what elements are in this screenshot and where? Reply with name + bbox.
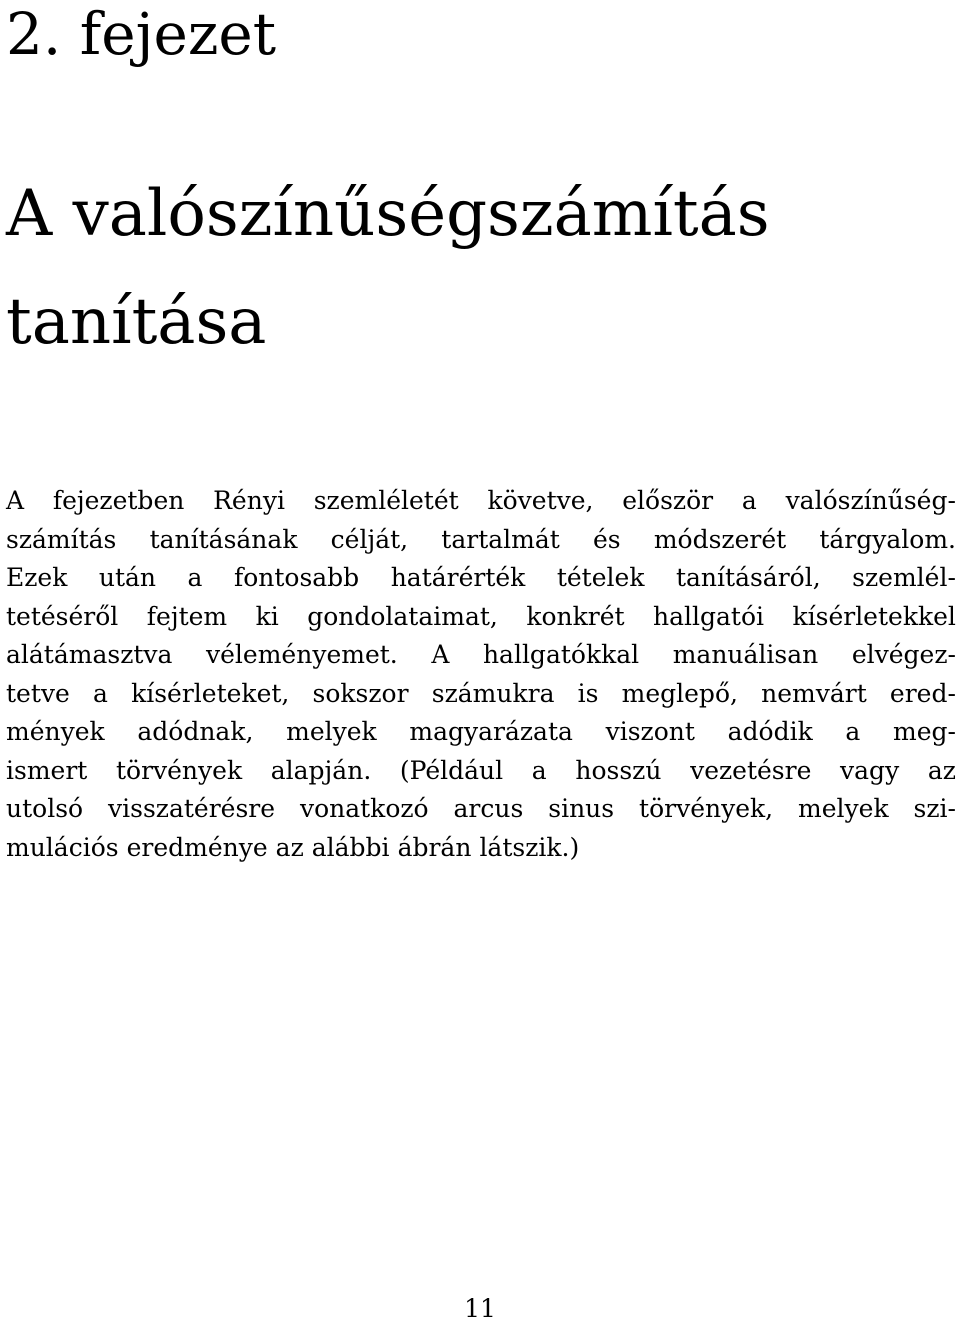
paragraph-line [6,752,956,791]
word: eredménye [126,832,268,862]
word: utolsó [6,794,84,823]
word: konkrét [526,601,625,631]
word: tetve [6,678,70,708]
word: hallgatókkal [482,640,640,669]
word: a [845,717,861,746]
word: viszont [605,717,695,746]
word: ábrán [397,832,472,862]
word: Rényi [213,486,285,515]
word: tételek [556,563,645,592]
word: célját, [330,524,409,554]
word: valószínűség- [785,486,956,515]
word: tartalmát [441,524,560,554]
word: arcus [453,794,524,823]
word: kísérletekkel [792,601,956,631]
word: sinus [548,794,615,823]
word: a [741,486,757,515]
chapter-title-line-1: A valószínűségszámítás [6,177,770,251]
word: alátámasztva [6,640,173,669]
word: számukra [431,678,555,708]
word: melyek [798,794,889,823]
word: hosszú [575,755,662,785]
word: adódnak, [137,717,254,746]
paragraph-line [6,829,956,868]
paragraph-line [6,482,956,521]
word: véleményemet. [206,640,398,669]
word: az [275,832,304,862]
word: gondolataimat, [307,601,498,631]
word: nemvárt [761,678,867,708]
word: alapján. [270,755,372,785]
word: szi- [913,794,956,823]
word: mények [6,717,105,746]
word: meg- [893,717,956,746]
page-number: 11 [464,1294,496,1323]
word: ismert [6,755,88,785]
chapter-label: 2. fejezet [6,0,277,68]
word: A [431,640,450,669]
word: követve, [487,486,594,515]
word: is [577,678,599,708]
word: magyarázata [409,717,573,746]
paragraph-line [6,636,956,675]
word: manuálisan [672,640,819,669]
word: adódik [727,717,813,746]
word: ered- [889,678,956,708]
word: tanításáról, [675,563,821,592]
word: fontosabb [233,563,360,592]
word: szemléletét [313,486,459,515]
paragraph-line [6,598,956,637]
word: vezetésre [690,755,812,785]
word: a [92,678,108,708]
word: A [6,486,25,515]
word: látszik.) [479,832,580,862]
paragraph-line [6,713,956,752]
body-paragraph [6,482,956,867]
word: először [622,486,714,515]
chapter-title-line-2: tanítása [6,285,267,359]
word: és [593,524,621,554]
word: vonatkozó [299,794,429,823]
word: tárgyalom. [819,524,956,554]
word: a [187,563,203,592]
word: fejezetben [52,486,185,515]
word: (Például [399,755,504,785]
chapter-title [6,160,956,376]
word: után [98,563,157,592]
paragraph-line [6,790,956,829]
paragraph-line [6,559,956,598]
word: törvények [115,755,243,785]
paragraph-line [6,675,956,714]
word: meglepő, [621,678,738,708]
paragraph-line [6,521,956,560]
word: sokszor [312,678,409,708]
word: vagy [840,755,900,785]
word: szemlél- [852,563,956,592]
word: alábbi [311,832,390,862]
word: módszerét [653,524,787,554]
word: Ezek [6,563,68,592]
word: számítás [6,524,117,554]
word: ki [255,601,279,631]
word: a [531,755,547,785]
word: mulációs [6,832,119,862]
word: az [927,755,956,785]
word: visszatérésre [108,794,276,823]
word: melyek [286,717,377,746]
word: elvégez- [851,640,956,669]
word: hallgatói [653,601,765,631]
word: határérték [390,563,526,592]
word: tanításának [149,524,298,554]
word: fejtem [146,601,228,631]
word: tetéséről [6,601,119,631]
word: törvények, [639,794,774,823]
word: kísérleteket, [131,678,290,708]
